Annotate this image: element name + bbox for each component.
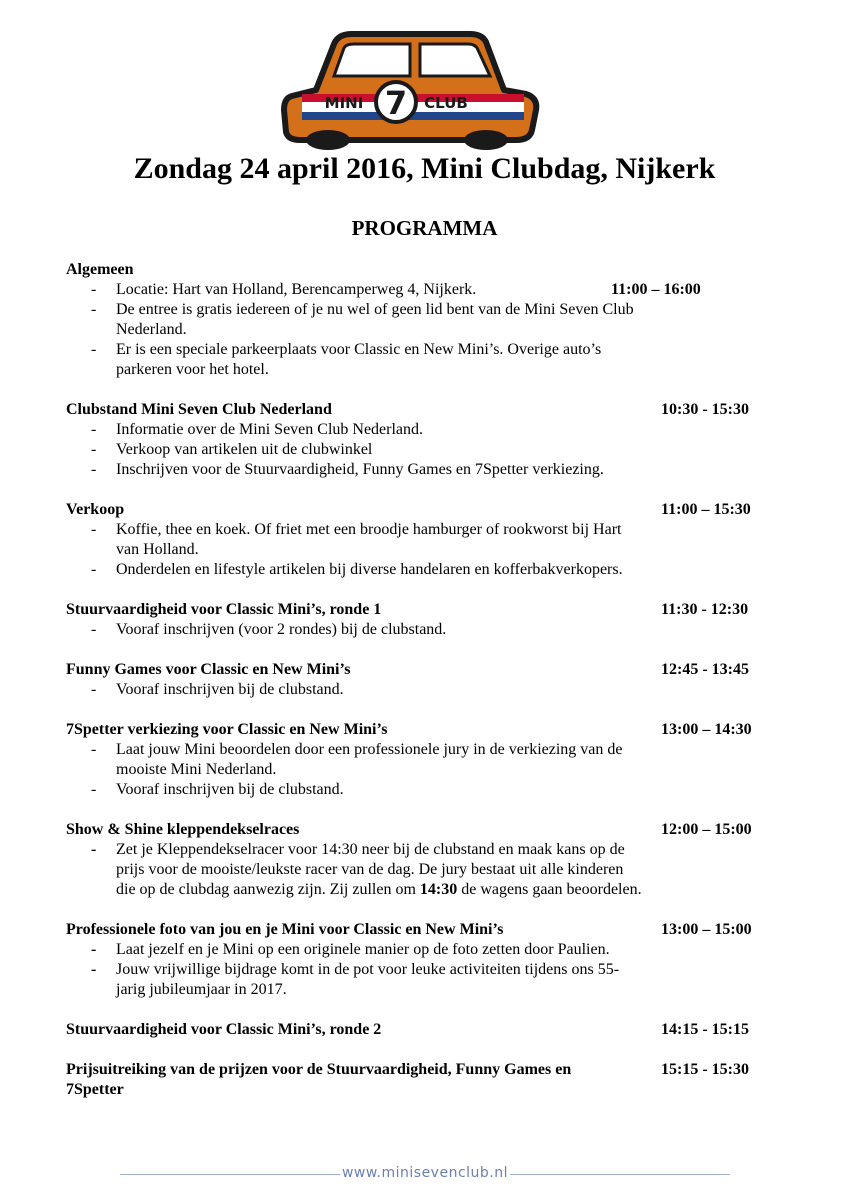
program-section [66,260,776,380]
bullet-dash: - [91,461,97,478]
section-items [66,280,776,380]
section-time: 12:00 – 15:00 [661,821,752,838]
logo-text-mini: MINI [324,94,364,112]
bullet-dash: - [91,941,97,958]
bullet-dash: - [91,961,97,978]
item-text: Vooraf inschrijven bij de clubstand. [116,781,344,798]
bullet-dash: - [91,841,97,858]
section-title: Show & Shine kleppendekselraces [66,821,300,838]
program-heading: PROGRAMMA [351,216,498,240]
wheel-front [306,130,350,150]
wheel-rear [464,130,508,150]
program-section [66,1060,776,1100]
bullet-dash: - [91,281,97,298]
program-section [66,400,776,480]
section-title: Professionele foto van jou en je Mini voor Classic en New Mini’s [66,921,504,938]
section-time: 13:00 – 14:30 [661,721,752,738]
item-text: De entree is gratis iedereen of je nu wel of geen lid bent van de Mini Seven Club Nederland. [116,301,634,338]
item-text-bold: 14:30 [419,881,458,898]
section-time: 13:00 – 15:00 [661,921,752,938]
section-time: 14:15 - 15:15 [661,1021,749,1038]
section-time: 10:30 - 15:30 [661,401,749,418]
section-items [66,940,776,1000]
list-item [66,280,701,300]
item-text: Informatie over de Mini Seven Club Nederland. [116,421,424,438]
footer-line-right [510,1174,730,1175]
item-text: Verkoop van artikelen uit de clubwinkel [116,441,373,458]
item-text: Onderdelen en lifestyle artikelen bij diverse handelaren en kofferbakverkopers. [116,561,623,578]
bullet-dash: - [91,341,97,358]
item-text: Er is een speciale parkeerplaats voor Classic en New Mini’s. Overige auto’s parkeren voor het hotel. [116,341,602,378]
section-time: 11:30 - 12:30 [661,601,749,618]
bullet-dash: - [91,521,97,538]
list-item [66,620,646,640]
section-title: Verkoop [66,501,125,518]
list-item [66,740,646,780]
bullet-dash: - [91,421,97,438]
car-window-front [334,44,410,76]
program-section [66,920,776,1000]
bullet-dash: - [91,301,97,318]
program-section [66,600,776,640]
item-text [116,841,642,898]
item-text: Locatie: Hart van Holland, Berencamperweg 4, Nijkerk. [116,281,477,298]
footer-url[interactable]: www.minisevenclub.nl [341,1165,509,1181]
list-item [66,560,646,580]
section-title: Stuurvaardigheid voor Classic Mini’s, ronde 2 [66,1021,382,1038]
section-title: Clubstand Mini Seven Club Nederland [66,401,332,418]
list-item [66,520,646,560]
item-text: Vooraf inschrijven bij de clubstand. [116,681,344,698]
item-text: Inschrijven voor de Stuurvaardigheid, Funny Games en 7Spetter verkiezing. [116,461,604,478]
bullet-dash: - [91,561,97,578]
list-item [66,780,646,800]
list-item [66,420,646,440]
program-section [66,720,776,800]
program-section [66,820,776,900]
bullet-dash: - [91,741,97,758]
section-items [66,740,776,800]
section-items [66,680,776,700]
section-title: Funny Games voor Classic en New Mini’s [66,661,351,678]
section-items [66,520,776,580]
item-text: Laat jouw Mini beoordelen door een professionele jury in de verkiezing van de mooiste Mini Nederland. [116,741,623,778]
section-time: 11:00 – 15:30 [661,501,751,518]
program-section [66,500,776,580]
list-item [66,440,646,460]
section-title: 7Spetter verkiezing voor Classic en New Mini’s [66,721,388,738]
list-item [66,940,646,960]
section-items [66,420,776,480]
program-list [66,260,776,1120]
item-text-before: Zet je Kleppendekselracer voor 14:30 neer bij de clubstand en maak kans op de prijs voor de mooiste/leukste racer van de dag. De jury bestaat uit alle kinderen die op de clubdag aanwezig zijn. Zij zullen om [116,841,625,898]
list-item [66,460,646,480]
list-item [66,340,646,380]
section-time: 12:45 - 13:45 [661,661,749,678]
list-item [66,840,646,900]
section-title: Stuurvaardigheid voor Classic Mini’s, ronde 1 [66,601,382,618]
logo-text-club: CLUB [424,94,468,112]
section-title: Algemeen [66,261,134,278]
program-section [66,1020,776,1040]
bullet-dash: - [91,781,97,798]
item-text: Laat jezelf en je Mini op een originele manier op de foto zetten door Paulien. [116,941,610,958]
list-item [66,300,646,340]
list-item [66,960,646,1000]
item-text-after: de wagens gaan beoordelen. [457,881,642,898]
item-text: Vooraf inschrijven (voor 2 rondes) bij de clubstand. [116,621,447,638]
bullet-dash: - [91,621,97,638]
mini-seven-club-logo [272,28,544,156]
section-items [66,620,776,640]
footer [120,1163,730,1187]
list-item [66,680,646,700]
section-items [66,840,776,900]
item-text: Koffie, thee en koek. Of friet met een broodje hamburger of rookworst bij Hart van Holland. [116,521,622,558]
program-section [66,660,776,700]
item-text: Jouw vrijwillige bijdrage komt in de pot voor leuke activiteiten tijdens ons 55-jarig jubileumjaar in 2017. [116,961,620,998]
item-time: 11:00 – 16:00 [611,281,701,298]
section-title: Prijsuitreiking van de prijzen voor de Stuurvaardigheid, Funny Games en 7Spetter [66,1061,572,1098]
section-time: 15:15 - 15:30 [661,1061,749,1078]
bullet-dash: - [91,441,97,458]
logo-number: 7 [384,84,408,122]
page-title: Zondag 24 april 2016, Mini Clubdag, Nijkerk [133,152,716,185]
bullet-dash: - [91,681,97,698]
